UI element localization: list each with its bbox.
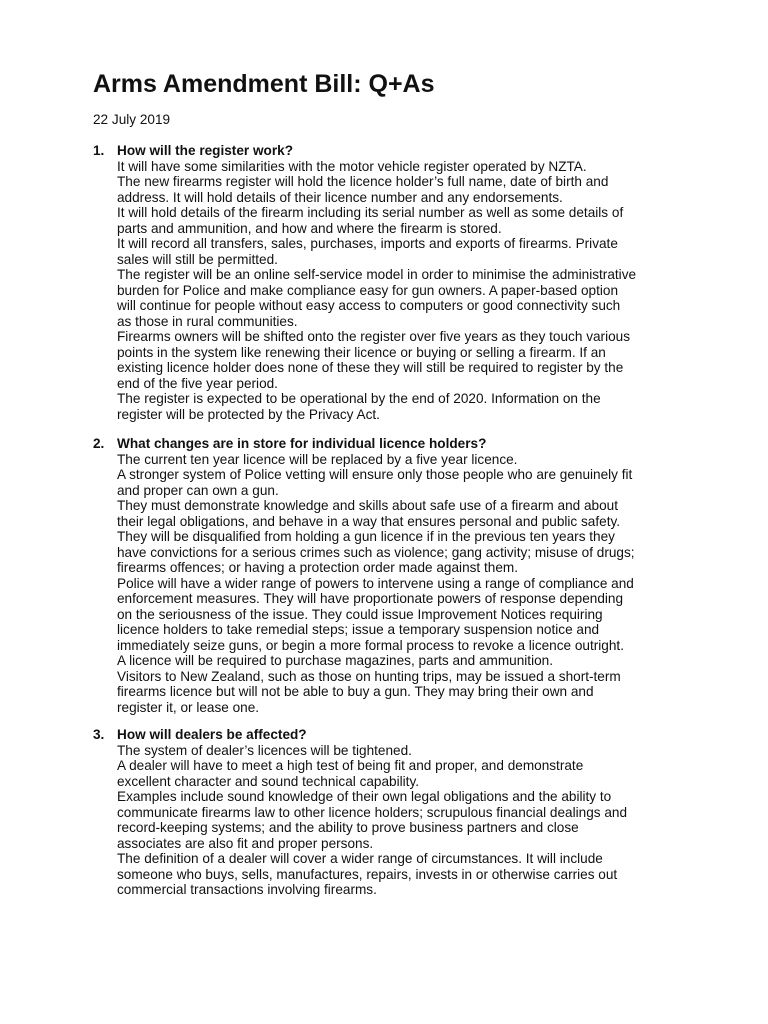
answer-line: excellent character and sound technical capability. bbox=[117, 773, 420, 789]
answer-line: They must demonstrate knowledge and skills about safe use of a firearm and about bbox=[117, 498, 618, 513]
answer-line: immediately seize guns, or begin a more formal process to revoke a licence outright. bbox=[117, 637, 624, 653]
answer-line: points in the system like renewing their licence or buying or selling a firearm. If an bbox=[117, 344, 606, 360]
answer-line: register it, or lease one. bbox=[117, 699, 260, 715]
answer-line: parts and ammunition, and how and where the firearm is stored. bbox=[117, 220, 502, 236]
answer-line: The current ten year licence will be replaced by a five year licence. bbox=[117, 451, 518, 467]
answer-line: communicate firearms law to other licence holders; scrupulous financial dealings and bbox=[117, 804, 628, 820]
answer-line: their legal obligations, and behave in a way that ensures personal and public safety. bbox=[117, 513, 621, 529]
answer-line: Examples include sound knowledge of their own legal obligations and the ability to bbox=[117, 789, 612, 804]
question-number: 3. bbox=[93, 727, 105, 742]
answer-line: The definition of a dealer will cover a wider range of circumstances. It will include bbox=[117, 851, 603, 866]
answer-line: associates are also fit and proper persons. bbox=[117, 835, 374, 851]
answer-line: someone who buys, sells, manufactures, repairs, invests in or otherwise carries out bbox=[117, 866, 618, 882]
answer-line: The register is expected to be operational by the end of 2020. Information on the bbox=[117, 391, 601, 406]
answer-line: They will be disqualified from holding a gun licence if in the previous ten years they bbox=[117, 529, 615, 544]
answer-line: record-keeping systems; and the ability to prove business partners and close bbox=[117, 820, 579, 835]
answer-line: on the seriousness of the issue. They could issue Improvement Notices requiring bbox=[117, 606, 603, 622]
answer-line: Firearms owners will be shifted onto the register over five years as they touch various bbox=[117, 329, 631, 344]
question-heading: How will dealers be affected? bbox=[117, 727, 307, 742]
answer-line: burden for Police and make compliance easy for gun owners. A paper-based option bbox=[117, 282, 619, 298]
answer-line: A dealer will have to meet a high test of being fit and proper, and demonstrate bbox=[117, 758, 584, 773]
answer-line: The register will be an online self-service model in order to minimise the administrative bbox=[117, 267, 637, 282]
question-number: 2. bbox=[93, 436, 105, 451]
answer-line: sales will still be permitted. bbox=[117, 251, 278, 267]
answer-line: A licence will be required to purchase magazines, parts and ammunition. bbox=[117, 653, 553, 668]
document-title: Arms Amendment Bill: Q+As bbox=[93, 70, 435, 98]
answer-line: end of the five year period. bbox=[117, 375, 278, 391]
answer-line: firearms licence but will not be able to buy a gun. They may bring their own and bbox=[117, 684, 594, 699]
answer-line: register will be protected by the Privacy Act. bbox=[117, 406, 380, 422]
answer-line: A stronger system of Police vetting will ensure only those people who are genuinely fit bbox=[117, 467, 633, 482]
answer-line: The new firearms register will hold the licence holder’s full name, date of birth and bbox=[117, 174, 609, 189]
question-heading: How will the register work? bbox=[117, 143, 293, 158]
answer-line: commercial transactions involving firearms. bbox=[117, 882, 377, 897]
question-number: 1. bbox=[93, 143, 105, 158]
answer-line: as those in rural communities. bbox=[117, 313, 298, 329]
answer-line: have convictions for a serious crimes such as violence; gang activity; misuse of drugs; bbox=[117, 544, 635, 560]
answer-text bbox=[117, 159, 636, 423]
answer-text bbox=[117, 452, 635, 716]
answer-text bbox=[117, 743, 627, 898]
answer-line: and proper can own a gun. bbox=[117, 482, 279, 498]
answer-line: It will hold details of the firearm including its serial number as well as some details of bbox=[117, 205, 624, 220]
answer-line: will continue for people without easy access to computers or good connectivity such bbox=[117, 298, 621, 313]
question-heading: What changes are in store for individual licence holders? bbox=[117, 436, 487, 451]
answer-line: The system of dealer’s licences will be tightened. bbox=[117, 742, 412, 758]
answer-line: address. It will hold details of their licence number and any endorsements. bbox=[117, 189, 563, 205]
answer-line: Police will have a wider range of powers to intervene using a range of compliance and bbox=[117, 575, 634, 591]
answer-line: It will have some similarities with the motor vehicle register operated by NZTA. bbox=[117, 158, 587, 174]
answer-line: firearms offences; or having a protection order made against them. bbox=[117, 560, 518, 575]
answer-line: Visitors to New Zealand, such as those on hunting trips, may be issued a short-term bbox=[117, 668, 621, 684]
document-date: 22 July 2019 bbox=[93, 112, 171, 127]
answer-line: existing licence holder does none of these they will still be required to register by the bbox=[117, 360, 624, 375]
answer-line: licence holders to take remedial steps; issue a temporary suspension notice and bbox=[117, 622, 600, 637]
answer-line: enforcement measures. They will have proportionate powers of response depending bbox=[117, 591, 624, 606]
answer-line: It will record all transfers, sales, purchases, imports and exports of firearms. Private bbox=[117, 236, 618, 251]
